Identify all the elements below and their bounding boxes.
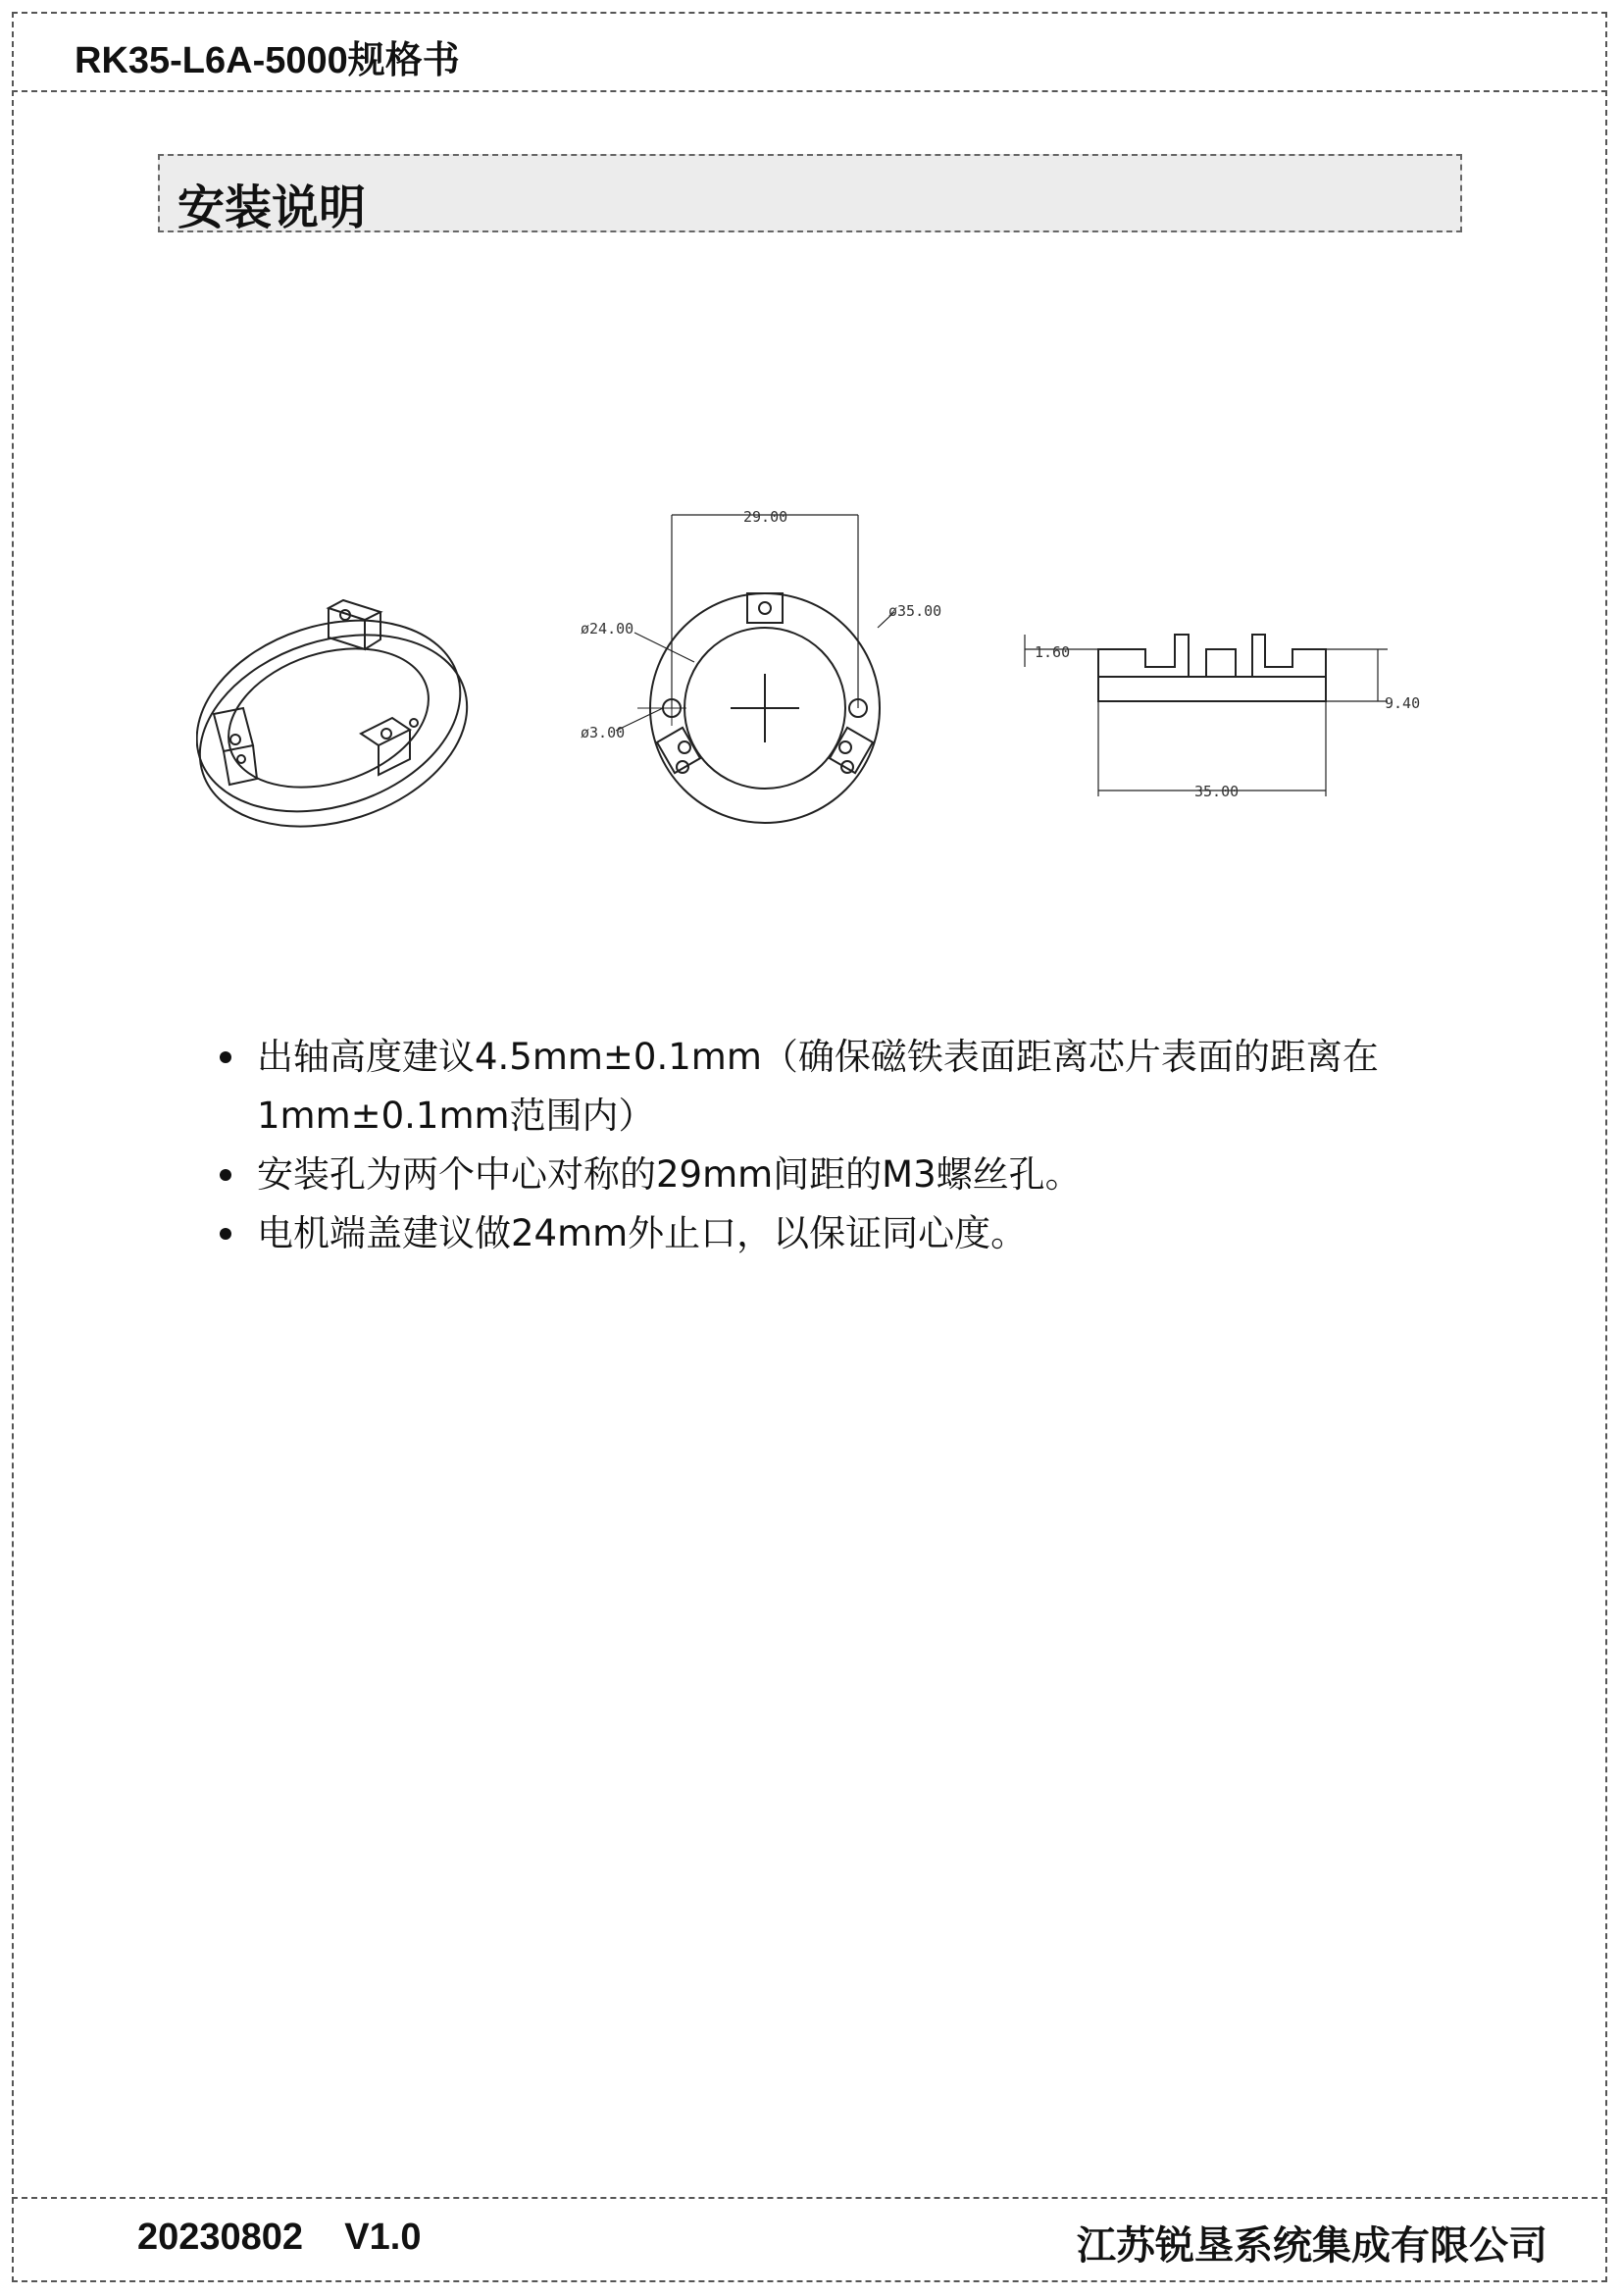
note-text: 电机端盖建议做24mm外止口，以保证同心度。: [257, 1212, 1028, 1254]
dim-label-step: 1.60: [1035, 643, 1071, 661]
list-item: [216, 1146, 1461, 1204]
list-item: [216, 1028, 1461, 1146]
note-text: 安装孔为两个中心对称的29mm间距的M3螺丝孔。: [257, 1153, 1082, 1196]
header-divider: [12, 90, 1607, 92]
installation-notes: [216, 1028, 1461, 1263]
isometric-view: [196, 588, 492, 859]
bullet-icon: [220, 1051, 231, 1063]
section-header: [158, 154, 1462, 235]
dim-label-outer-diameter: ø35.00: [888, 602, 942, 620]
dim-label-height: 9.40: [1385, 694, 1421, 712]
dim-label-width: 29.00: [743, 508, 788, 526]
section-title: 安装说明: [177, 180, 367, 235]
dim-label-inner-diameter: ø24.00: [581, 620, 634, 638]
list-item: [216, 1204, 1461, 1263]
document-title: RK35-L6A-5000规格书: [75, 40, 460, 81]
bullet-icon: [220, 1169, 231, 1181]
note-text: 出轴高度建议4.5mm±0.1mm（确保磁铁表面距离芯片表面的距离在1mm±0.1mm范围内）: [257, 1036, 1379, 1137]
front-view: [616, 515, 894, 823]
footer-divider: [12, 2197, 1607, 2199]
installation-drawings: [196, 490, 1432, 863]
side-view: [1025, 635, 1388, 796]
bullet-icon: [220, 1228, 231, 1240]
dim-label-side-width: 35.00: [1194, 783, 1240, 800]
dim-label-hole-diameter: ø3.00: [581, 724, 626, 741]
footer-date-version: 20230802 V1.0: [137, 2217, 422, 2258]
footer-company: 江苏锐垦系统集成有限公司: [1077, 2223, 1547, 2269]
